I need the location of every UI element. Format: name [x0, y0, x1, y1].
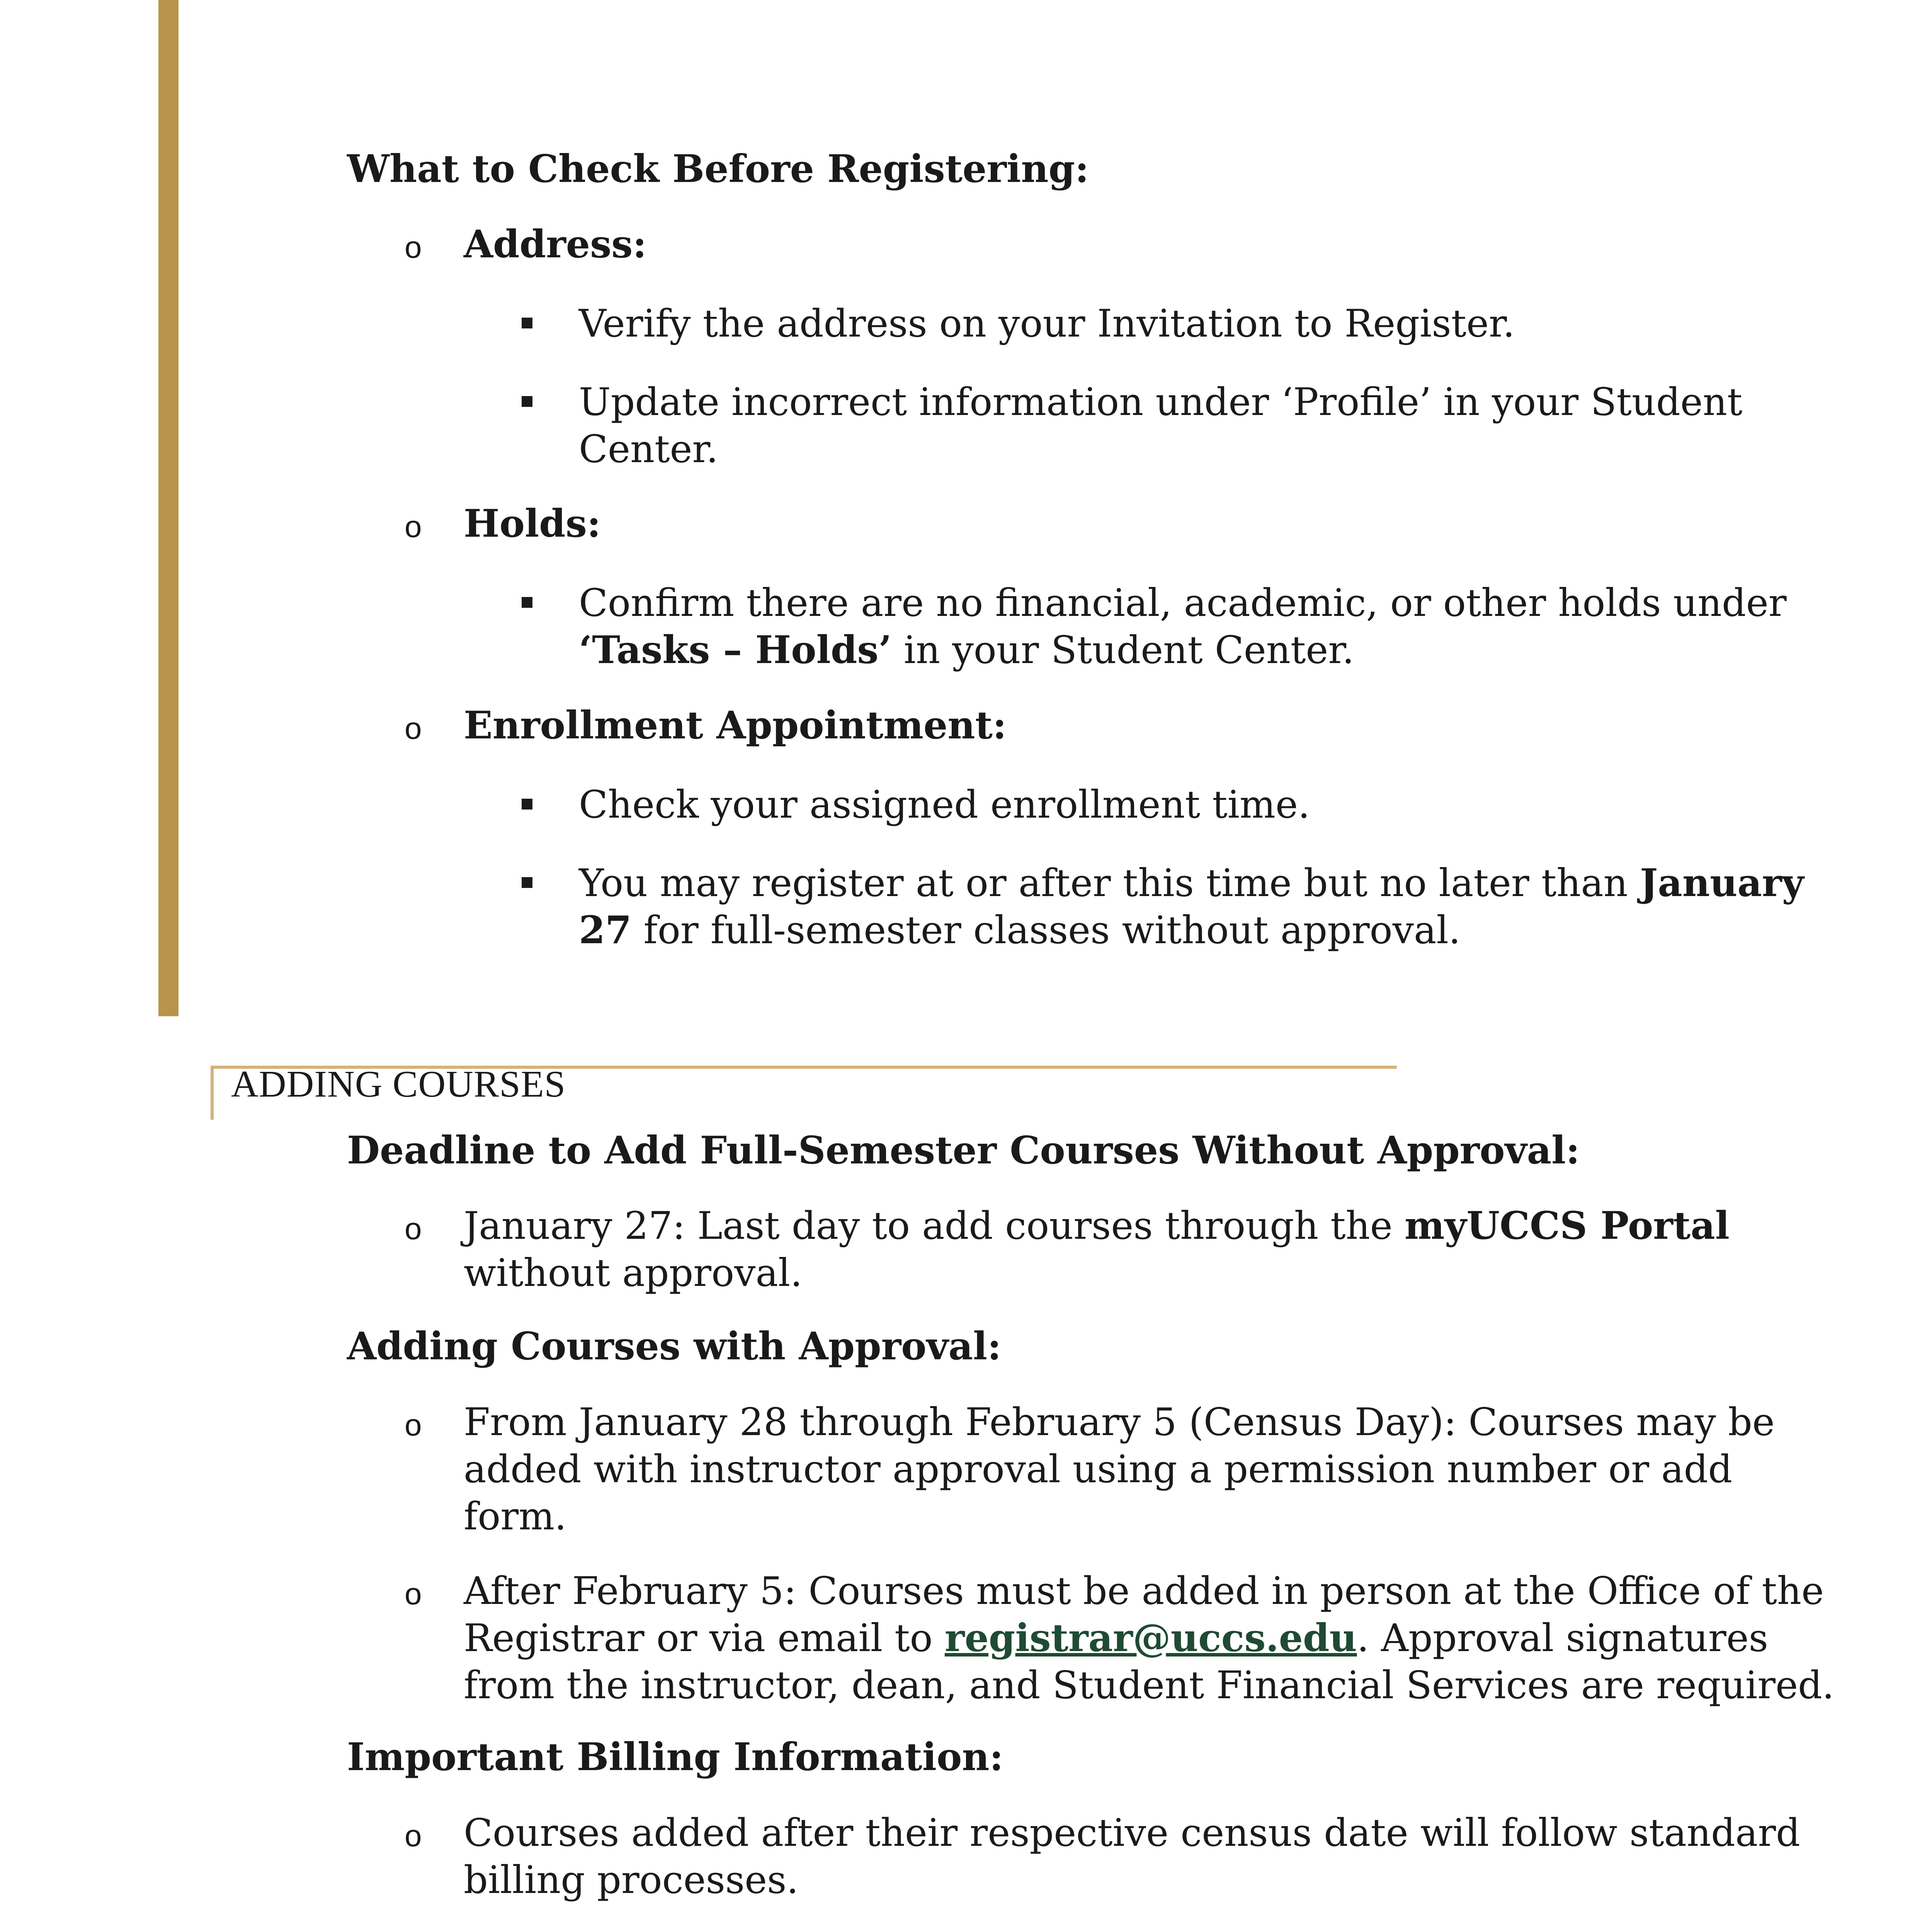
verify-address-text: Verify the address on your Invitation to Register. [579, 302, 1515, 346]
hollow-circle-bullet-icon: o [405, 509, 422, 544]
jan27-line1 [464, 1202, 1730, 1250]
left-accent-bar [158, 0, 179, 1016]
heading-before-registering: What to Check Before Registering: [347, 147, 1089, 191]
hollow-circle-bullet-icon: o [405, 1818, 422, 1853]
square-bullet-icon [522, 318, 532, 328]
square-bullet-icon [522, 597, 532, 608]
approval-item1-line1: From January 28 through February 5 (Census Day): Courses may be [464, 1400, 1775, 1444]
approval-item2-line1: After February 5: Courses must be added in person at the Office of the [464, 1569, 1824, 1613]
square-bullet-icon [522, 877, 532, 888]
approval-item2-pre: Registrar or via email to [464, 1616, 945, 1660]
register-deadline-rest: for full-semester classes without approval. [631, 908, 1461, 952]
registrar-email-link[interactable]: registrar@uccs.edu [944, 1616, 1357, 1660]
enrollment-label: Enrollment Appointment: [464, 703, 1007, 748]
hollow-circle-bullet-icon: o [405, 1408, 422, 1442]
update-profile-text-line2: Center. [579, 427, 718, 471]
heading-deadline: Deadline to Add Full-Semester Courses Without Approval: [347, 1128, 1580, 1173]
address-label: Address: [464, 222, 647, 267]
hollow-circle-bullet-icon: o [405, 711, 422, 745]
hollow-circle-bullet-icon: o [405, 230, 422, 264]
approval-item2-line3: from the instructor, dean, and Student Financial Services are required. [464, 1663, 1834, 1708]
register-deadline-pre: You may register at or after this time but no later than [579, 861, 1640, 905]
jan27-line2: without approval. [464, 1251, 803, 1295]
myuccs-portal-bold: myUCCS Portal [1404, 1204, 1730, 1248]
confirm-holds-line2 [579, 627, 1354, 674]
approval-item2-line2 [464, 1615, 1768, 1662]
approval-item1-line3: form. [464, 1495, 567, 1539]
register-deadline-27: 27 [579, 908, 632, 952]
billing-item1-line2: billing processes. [464, 1858, 799, 1902]
hollow-circle-bullet-icon: o [405, 1577, 422, 1611]
heading-with-approval: Adding Courses with Approval: [347, 1324, 1002, 1369]
hollow-circle-bullet-icon: o [405, 1211, 422, 1246]
billing-item1-line1: Courses added after their respective census date will follow standard [464, 1811, 1800, 1855]
section-title-adding-courses: ADDING COURSES [231, 1063, 566, 1105]
confirm-holds-rest: in your Student Center. [891, 628, 1354, 672]
confirm-holds-line1: Confirm there are no financial, academic, or other holds under [579, 581, 1787, 625]
jan27-pre: January 27: Last day to add courses through the [464, 1204, 1405, 1248]
approval-item1-line2: added with instructor approval using a permission number or add [464, 1447, 1733, 1492]
section-divider-tick [211, 1066, 214, 1120]
tasks-holds-bold: ‘Tasks – Holds’ [579, 628, 892, 672]
check-time-text: Check your assigned enrollment time. [579, 783, 1310, 827]
register-deadline-january: January [1640, 861, 1804, 905]
square-bullet-icon [522, 396, 532, 407]
register-deadline-line2 [579, 907, 1461, 954]
holds-label: Holds: [464, 502, 601, 546]
heading-billing: Important Billing Information: [347, 1735, 1003, 1779]
update-profile-text-line1: Update incorrect information under ‘Profile’ in your Student [579, 380, 1743, 424]
square-bullet-icon [522, 799, 532, 810]
approval-item2-post: . Approval signatures [1357, 1616, 1768, 1660]
register-deadline-line1 [579, 860, 1804, 907]
